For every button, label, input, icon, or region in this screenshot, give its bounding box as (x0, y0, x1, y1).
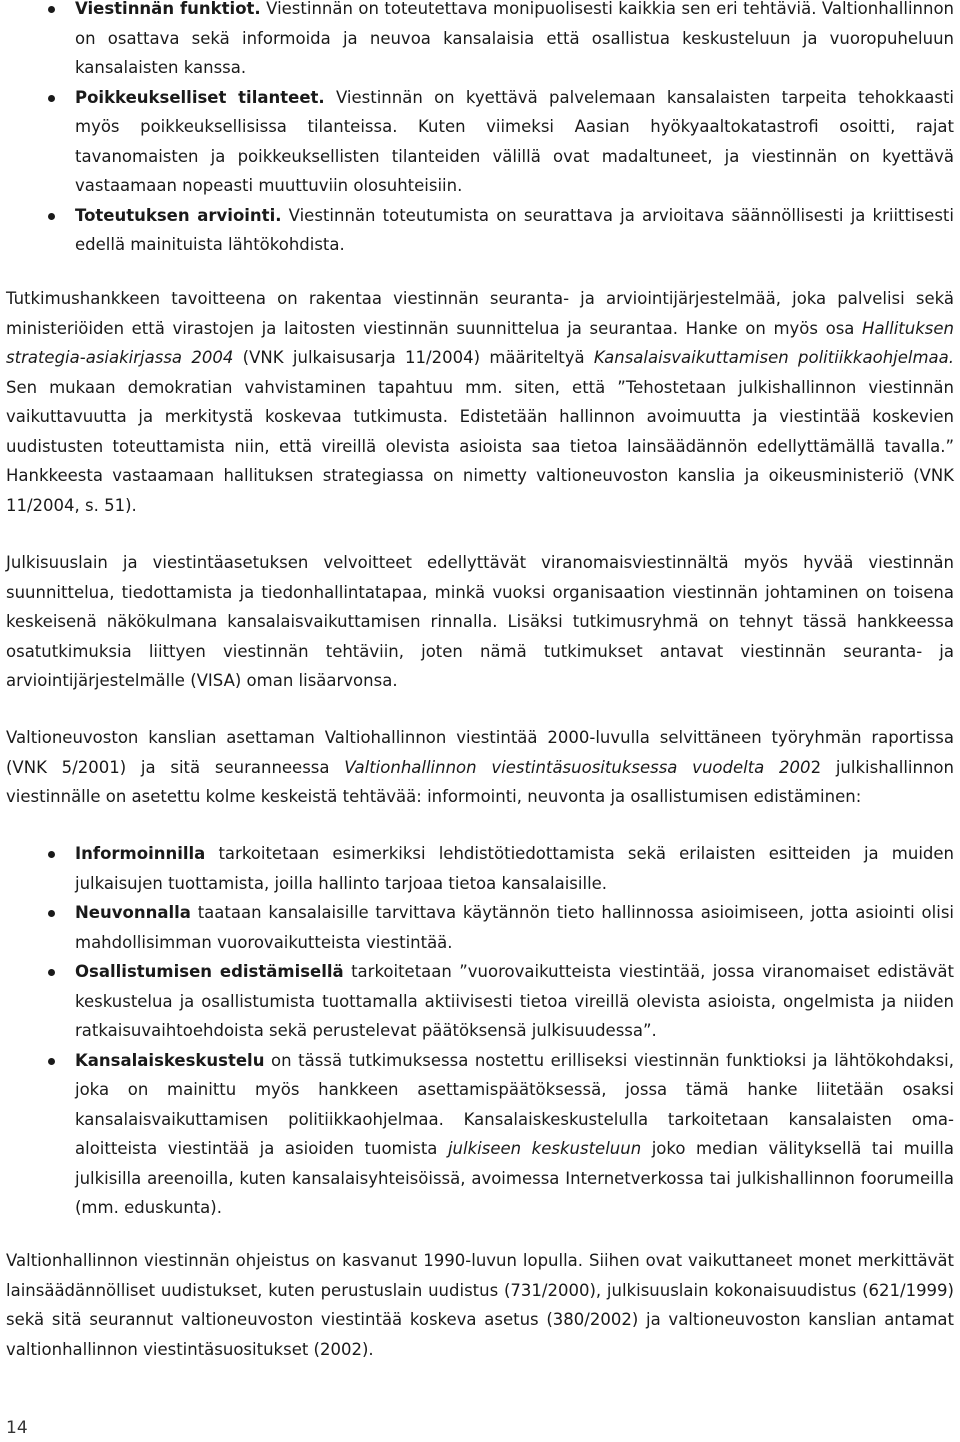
list-item (6, 898, 954, 957)
list-item-heading: Informoinnilla (75, 844, 206, 863)
italic-title: Kansalaisvaikuttamisen politiikkaohjelmaa. (593, 348, 955, 367)
list-item-text: Viestinnän toteutumista on seurattava ja arvioitava säännöllisesti ja kriittisesti edellä mainituista lähtökohdista. (75, 205, 954, 254)
list-item (6, 839, 954, 898)
list-item-italic: julkiseen keskusteluun (447, 1139, 642, 1158)
list-item-heading: Toteutuksen arviointi. (75, 205, 282, 225)
page-number: 14 (6, 1418, 28, 1438)
paragraph-research-goal (6, 284, 954, 520)
list-item-text: on tässä tutkimuksessa nostettu erilliseksi viestinnän funktioksi ja lähtökohdaksi, joka on mainittu myös hankkeen asettamispäätöksessä, jossa tämä hanke liitetään osaksi kansalaisvaikuttamisen politiikkaohjelmaa. Kansalaiskeskustelulla tarkoitetaan kansalaisten oma-aloitteista viestintää ja asioiden tuomista (75, 1050, 954, 1158)
paragraph-text: Valtioneuvoston kanslian asettaman Valtiohallinnon viestintää 2000-luvulla selvittäneen työryhmän raportissa (VNK 5/2001) ja sitä seuranneessa (6, 728, 954, 777)
list-item-text: Viestinnän on toteutettava monipuolisesti kaikkia sen eri tehtäviä. Valtionhallinnon on osattava sekä informoida ja neuvoa kansalaisia että osallistua keskusteluun ja vuoropuheluun kansalaisten kanssa. (75, 0, 954, 77)
italic-title: Valtionhallinnon viestintäsuosituksessa vuodelta 200 (344, 757, 811, 777)
bullet-list-principles (6, 0, 954, 260)
list-item (6, 0, 954, 83)
paragraph-publicity-law: Julkisuuslain ja viestintäasetuksen velvoitteet edellyttävät viranomaisviestinnältä myös hyvää viestinnän suunnittelua, tiedottamista ja tiedonhallintatapaa, minkä vuoksi organisaation viestinnän johtaminen on toisena keskeisenä näkökulmana kansalaisvaikuttamisen rinnalla. Lisäksi tutkimusryhmä on tehnyt tässä hankkeessa osatutkimuksia liittyen viestinnän tehtäviin, joten nämä tutkimukset antavat viestinnän seuranta- ja arviointijärjestelmälle (VISA) oman lisäarvonsa. (6, 553, 954, 690)
paragraph-text: Tutkimushankkeen tavoitteena on rakentaa viestinnän seuranta- ja arviointijärjestelmää, joka palvelisi sekä ministeriöiden että virastojen ja laitosten viestinnän suunnittelua ja seurantaa. Hanke on myös osa (6, 289, 954, 338)
bullet-list-tasks (6, 839, 954, 1223)
paragraph-working-group (6, 723, 954, 812)
paragraph-guidance: Valtionhallinnon viestinnän ohjeistus on kasvanut 1990-luvun lopulla. Siihen ovat vaikuttaneet monet merkittävät lainsäädännölliset uudistukset, kuten perustuslain uudistus (731/2000), julkisuuslain kokonaisuudistus (621/1999) sekä sitä seurannut valtioneuvoston viestintää koskeva asetus (380/2002) ja valtioneuvoston kanslian antamat valtionhallinnon viestintäsuositukset (2002). (6, 1251, 954, 1359)
list-item-heading: Kansalaiskeskustelu (75, 1050, 265, 1070)
list-item-heading: Poikkeukselliset tilanteet. (75, 87, 325, 107)
paragraph-text: (VNK julkaisusarja 11/2004) määriteltyä (233, 348, 594, 367)
list-item-heading: Osallistumisen edistämisellä (75, 962, 344, 981)
list-item (6, 201, 954, 260)
paragraph-text: Sen mukaan demokratian vahvistaminen tapahtuu mm. siten, että ”Tehostetaan julkishallinnon viestinnän vaikuttavuutta ja merkitystä koskevaa tutkimusta. Edistetään hallinnon avoimuutta ja viestintää koskevien uudistusten toteuttamista niin, että vireillä olevista asioista saa tietoa lainsäädännön edellyttämällä tavalla.” Hankkeesta vastaamaan hallituksen strategiassa on nimetty valtioneuvoston kanslia ja oikeusministeriö (VNK 11/2004, s. 51). (6, 377, 954, 515)
list-item-text: taataan kansalaisille tarvittava käytännön tieto hallinnossa asioimiseen, jotta asiointi olisi mahdollisimman vuorovaikutteista viestintää. (75, 903, 954, 952)
list-item (6, 957, 954, 1046)
italic-title: Hallituksen strategia-asiakirjassa 2004 (6, 318, 954, 367)
list-item-heading: Viestinnän funktiot. (75, 0, 261, 18)
list-item-heading: Neuvonnalla (75, 903, 191, 922)
list-item-text: tarkoitetaan ”vuorovaikutteista viestintää, jossa viranomaiset edistävät keskustelua ja osallistumista tuottamalla aktiivisesti tietoa vireillä olevista asioista, ongelmista ja niiden ratkaisuvaihtoehdoista sekä perustelevat päätöksensä julkisuudessa”. (75, 962, 954, 1040)
list-item (6, 83, 954, 201)
paragraph-text: 2 julkishallinnon viestinnälle on asetettu kolme keskeistä tehtävää: informointi, neuvonta ja osallistumisen edistäminen: (6, 757, 954, 806)
list-item-text: tarkoitetaan esimerkiksi lehdistötiedottamista sekä erilaisten esitteiden ja muiden julkaisujen tuottamista, joilla hallinto tarjoaa tietoa kansalaisille. (75, 844, 954, 893)
list-item-text: Viestinnän on kyettävä palvelemaan kansalaisten tarpeita tehokkaasti myös poikkeuksellisissa tilanteissa. Kuten viimeksi Aasian hyökyaaltokatastrofi osoitti, rajat tavanomaisten ja poikkeuksellisten tilanteiden välillä ovat madaltuneet, ja viestinnän on kyettävä vastaamaan nopeasti muuttuviin olosuhteisiin. (75, 87, 955, 195)
list-item-text: joko median välityksellä tai muilla julkisilla areenoilla, kuten kansalaisyhteisöissä, avoimessa Internetverkossa tai julkishallinnon foorumeilla (mm. eduskunta). (75, 1139, 954, 1217)
list-item (6, 1046, 954, 1223)
